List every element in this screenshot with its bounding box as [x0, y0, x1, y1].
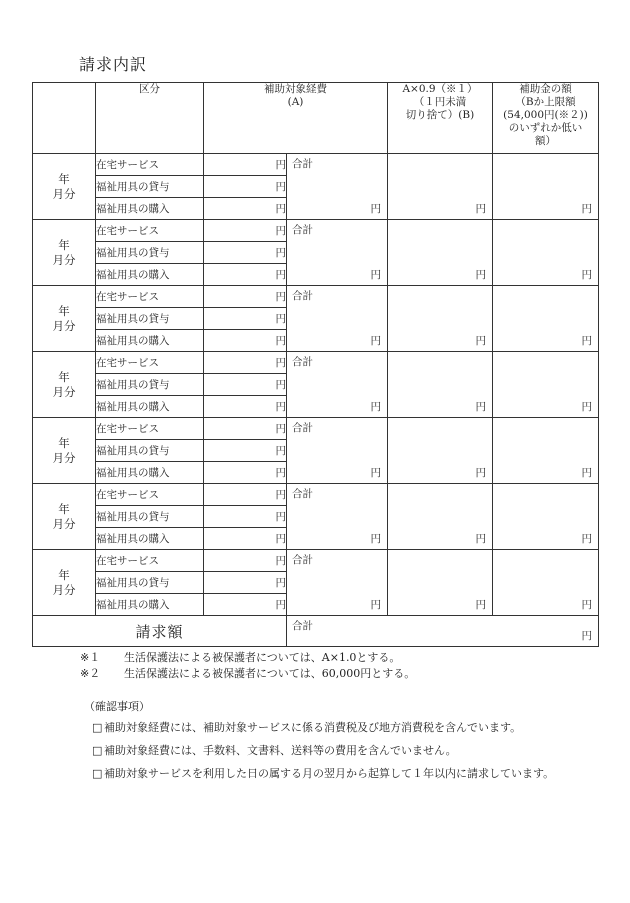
category-label: 在宅サービス	[96, 484, 204, 506]
confirmation-list	[92, 718, 562, 787]
subsidy-amount-input[interactable]	[493, 154, 599, 220]
expense-amount-input[interactable]	[204, 154, 287, 176]
table-row	[33, 418, 599, 440]
footnote: ※１ 生活保護法による被保護者については、A×1.0とする。	[80, 651, 401, 664]
period-month: 月分	[52, 450, 76, 465]
expense-amount-input[interactable]	[204, 572, 287, 594]
subsidy-amount-input[interactable]	[493, 550, 599, 616]
period-cell[interactable]	[33, 418, 96, 484]
yen-unit: 円	[275, 291, 286, 303]
total-label: 合計	[292, 290, 313, 302]
period-year: 年	[58, 369, 70, 384]
header-category: 区分	[96, 83, 204, 154]
total-label: 合計	[292, 356, 313, 368]
yen-unit: 円	[370, 203, 381, 215]
yen-unit: 円	[370, 599, 381, 611]
period-cell[interactable]	[33, 484, 96, 550]
period-cell[interactable]	[33, 154, 96, 220]
category-label: 福祉用具の貸与	[96, 308, 204, 330]
claim-breakdown-table	[32, 82, 599, 647]
subsidy-amount-input[interactable]	[493, 484, 599, 550]
expense-amount-input[interactable]	[204, 418, 287, 440]
confirmation-item: □ 補助対象経費には、手数料、文書料、送料等の費用を含んでいません。	[92, 741, 562, 760]
period-month: 月分	[52, 252, 76, 267]
amount-b-input[interactable]	[388, 418, 493, 484]
yen-unit: 円	[475, 335, 486, 347]
amount-b-input[interactable]	[388, 484, 493, 550]
yen-unit: 円	[275, 335, 286, 347]
yen-unit: 円	[581, 467, 592, 479]
yen-unit: 円	[475, 269, 486, 281]
amount-b-input[interactable]	[388, 352, 493, 418]
subsidy-amount-input[interactable]	[493, 220, 599, 286]
yen-unit: 円	[581, 630, 592, 642]
table-row	[33, 286, 599, 308]
yen-unit: 円	[275, 379, 286, 391]
checkbox[interactable]: □	[92, 721, 103, 734]
expense-amount-input[interactable]	[204, 440, 287, 462]
yen-unit: 円	[275, 313, 286, 325]
footnotes	[80, 650, 415, 682]
category-label: 在宅サービス	[96, 286, 204, 308]
expense-total-input[interactable]	[287, 220, 388, 286]
yen-unit: 円	[275, 181, 286, 193]
period-cell[interactable]	[33, 352, 96, 418]
yen-unit: 円	[275, 159, 286, 171]
category-label: 福祉用具の貸与	[96, 506, 204, 528]
checkbox[interactable]: □	[92, 744, 103, 757]
total-label: 合計	[292, 554, 313, 566]
header-blank	[33, 83, 96, 154]
period-year: 年	[58, 501, 70, 516]
claim-total-sub-label: 合計	[292, 620, 313, 632]
yen-unit: 円	[581, 599, 592, 611]
header-subsidy-expense: 補助対象経費 (A)	[204, 83, 388, 154]
yen-unit: 円	[475, 467, 486, 479]
expense-total-input[interactable]	[287, 418, 388, 484]
header-a-times-0-9: A×0.9（※１） （１円未満 切り捨て）(B)	[388, 83, 493, 154]
amount-b-input[interactable]	[388, 154, 493, 220]
page-title: 請求内訳	[79, 55, 148, 74]
table-row	[33, 352, 599, 374]
category-label: 福祉用具の貸与	[96, 572, 204, 594]
yen-unit: 円	[370, 533, 381, 545]
expense-amount-input[interactable]	[204, 242, 287, 264]
yen-unit: 円	[275, 269, 286, 281]
expense-amount-input[interactable]	[204, 286, 287, 308]
yen-unit: 円	[275, 511, 286, 523]
claim-total-row	[33, 616, 599, 647]
table-row	[33, 550, 599, 572]
expense-amount-input[interactable]	[204, 506, 287, 528]
yen-unit: 円	[581, 533, 592, 545]
confirmation-title: （確認事項）	[84, 700, 150, 713]
category-label: 福祉用具の貸与	[96, 440, 204, 462]
category-label: 在宅サービス	[96, 418, 204, 440]
yen-unit: 円	[581, 269, 592, 281]
yen-unit: 円	[475, 599, 486, 611]
expense-amount-input[interactable]	[204, 396, 287, 418]
expense-amount-input[interactable]	[204, 264, 287, 286]
yen-unit: 円	[370, 467, 381, 479]
yen-unit: 円	[275, 555, 286, 567]
table-row	[33, 154, 599, 176]
yen-unit: 円	[475, 533, 486, 545]
amount-b-input[interactable]	[388, 550, 493, 616]
expense-total-input[interactable]	[287, 550, 388, 616]
expense-amount-input[interactable]	[204, 550, 287, 572]
yen-unit: 円	[275, 357, 286, 369]
expense-total-input[interactable]	[287, 352, 388, 418]
yen-unit: 円	[370, 335, 381, 347]
period-cell[interactable]	[33, 286, 96, 352]
confirmation-item: □ 補助対象経費には、補助対象サービスに係る消費税及び地方消費税を含んでいます。	[92, 718, 562, 737]
table-row	[33, 220, 599, 242]
period-month: 月分	[52, 186, 76, 201]
category-label: 福祉用具の購入	[96, 264, 204, 286]
yen-unit: 円	[275, 203, 286, 215]
category-label: 福祉用具の貸与	[96, 176, 204, 198]
confirmation-item: □ 補助対象サービスを利用した日の属する月の翌月から起算して１年以内に請求しています。	[92, 764, 562, 783]
yen-unit: 円	[275, 533, 286, 545]
yen-unit: 円	[581, 401, 592, 413]
category-label: 在宅サービス	[96, 352, 204, 374]
category-label: 福祉用具の購入	[96, 198, 204, 220]
period-month: 月分	[52, 318, 76, 333]
period-month: 月分	[52, 384, 76, 399]
yen-unit: 円	[275, 423, 286, 435]
checkbox[interactable]: □	[92, 767, 103, 780]
expense-total-input[interactable]	[287, 484, 388, 550]
yen-unit: 円	[275, 467, 286, 479]
yen-unit: 円	[275, 401, 286, 413]
yen-unit: 円	[581, 335, 592, 347]
header-subsidy-amount: 補助金の額 （Bか上限額 (54,000円(※２)) のいずれか低い 額）	[493, 83, 599, 154]
category-label: 福祉用具の購入	[96, 396, 204, 418]
expense-amount-input[interactable]	[204, 176, 287, 198]
claim-table-body	[33, 154, 599, 616]
expense-amount-input[interactable]	[204, 528, 287, 550]
yen-unit: 円	[275, 489, 286, 501]
period-year: 年	[58, 567, 70, 582]
footnote: ※２ 生活保護法による被保護者については、60,000円とする。	[80, 667, 416, 680]
expense-amount-input[interactable]	[204, 330, 287, 352]
yen-unit: 円	[581, 203, 592, 215]
yen-unit: 円	[370, 401, 381, 413]
category-label: 福祉用具の購入	[96, 528, 204, 550]
expense-amount-input[interactable]	[204, 374, 287, 396]
category-label: 福祉用具の購入	[96, 594, 204, 616]
category-label: 福祉用具の貸与	[96, 374, 204, 396]
category-label: 福祉用具の購入	[96, 330, 204, 352]
yen-unit: 円	[275, 225, 286, 237]
category-label: 在宅サービス	[96, 550, 204, 572]
yen-unit: 円	[275, 247, 286, 259]
subsidy-amount-input[interactable]	[493, 286, 599, 352]
period-year: 年	[58, 435, 70, 450]
total-label: 合計	[292, 422, 313, 434]
yen-unit: 円	[475, 401, 486, 413]
amount-b-input[interactable]	[388, 220, 493, 286]
category-label: 在宅サービス	[96, 154, 204, 176]
expense-amount-input[interactable]	[204, 594, 287, 616]
expense-total-input[interactable]	[287, 286, 388, 352]
period-year: 年	[58, 237, 70, 252]
period-month: 月分	[52, 516, 76, 531]
table-row	[33, 484, 599, 506]
yen-unit: 円	[275, 599, 286, 611]
claim-total-input[interactable]	[287, 616, 599, 647]
expense-amount-input[interactable]	[204, 220, 287, 242]
category-label: 福祉用具の購入	[96, 462, 204, 484]
expense-amount-input[interactable]	[204, 462, 287, 484]
amount-b-input[interactable]	[388, 286, 493, 352]
table-header-row	[33, 83, 599, 154]
total-label: 合計	[292, 158, 313, 170]
expense-total-input[interactable]	[287, 154, 388, 220]
yen-unit: 円	[275, 577, 286, 589]
period-year: 年	[58, 303, 70, 318]
expense-amount-input[interactable]	[204, 198, 287, 220]
period-cell[interactable]	[33, 550, 96, 616]
yen-unit: 円	[475, 203, 486, 215]
period-year: 年	[58, 171, 70, 186]
expense-amount-input[interactable]	[204, 484, 287, 506]
expense-amount-input[interactable]	[204, 352, 287, 374]
yen-unit: 円	[275, 445, 286, 457]
category-label: 福祉用具の貸与	[96, 242, 204, 264]
claim-total-label: 請求額	[33, 616, 287, 647]
yen-unit: 円	[370, 269, 381, 281]
expense-amount-input[interactable]	[204, 308, 287, 330]
subsidy-amount-input[interactable]	[493, 418, 599, 484]
total-label: 合計	[292, 224, 313, 236]
subsidy-amount-input[interactable]	[493, 352, 599, 418]
period-month: 月分	[52, 582, 76, 597]
period-cell[interactable]	[33, 220, 96, 286]
category-label: 在宅サービス	[96, 220, 204, 242]
total-label: 合計	[292, 488, 313, 500]
